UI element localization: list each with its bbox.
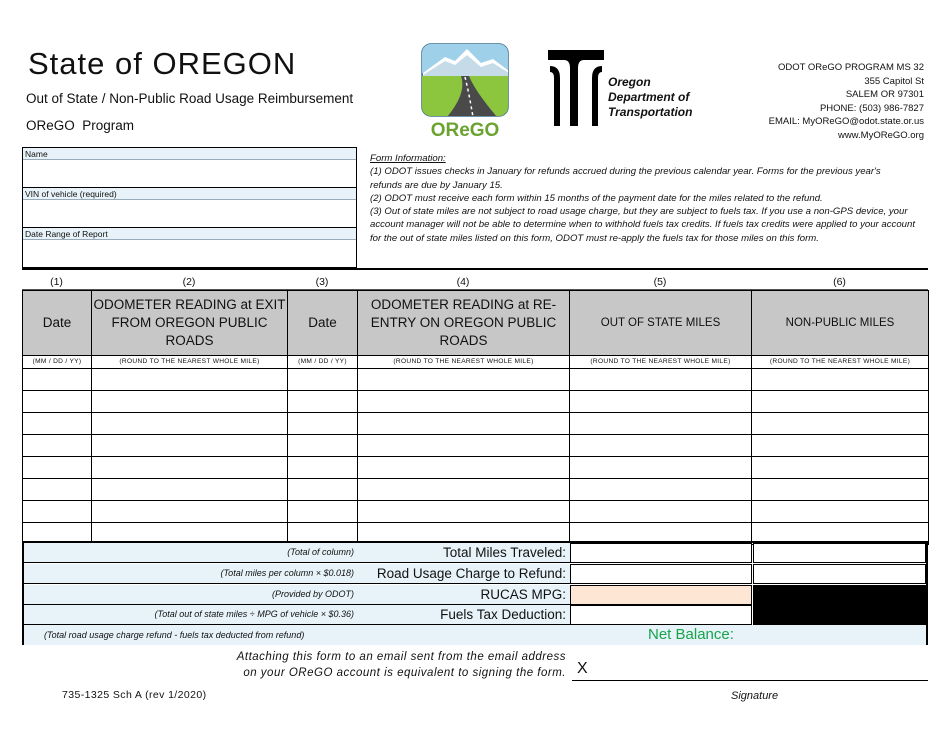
column-numbers: [22, 275, 928, 290]
exit-date-cell[interactable]: [23, 369, 92, 391]
unit-label: (MM / DD / YY): [23, 356, 92, 369]
header-non-public-miles: NON-PUBLIC MILES: [752, 291, 929, 356]
signature-label: Signature: [731, 690, 779, 702]
out-of-state-miles-cell[interactable]: [570, 501, 752, 523]
page-title: State of OREGON: [28, 46, 297, 81]
non-public-miles-cell[interactable]: [752, 479, 929, 501]
out-of-state-miles-cell[interactable]: [570, 457, 752, 479]
program-name: [26, 118, 134, 133]
non-public-miles-cell[interactable]: [752, 435, 929, 457]
summary-label: RUCAS MPG:: [480, 587, 566, 602]
entry-rows: [22, 368, 929, 545]
form-subtitle: Out of State / Non-Public Road Usage Reimbursement: [26, 91, 354, 106]
summary-row-fuels-tax: [24, 605, 926, 625]
net-balance-label: Net Balance:: [648, 626, 734, 643]
col-number: (3): [287, 275, 357, 289]
address-line: ODOT OReGO PROGRAM MS 32: [777, 62, 924, 73]
header-exit-date: Date: [23, 291, 92, 356]
non-public-miles-cell[interactable]: [752, 457, 929, 479]
table-header: [22, 290, 929, 356]
section-divider: [22, 268, 928, 270]
out-of-state-miles-cell[interactable]: [570, 413, 752, 435]
summary-row-rucas-mpg: [24, 585, 926, 605]
odot-text-line3: Transportation: [608, 105, 693, 119]
vin-field[interactable]: [23, 188, 356, 228]
table-row: [23, 501, 929, 523]
table-row: [23, 413, 929, 435]
exit-date-cell[interactable]: [23, 391, 92, 413]
reentry-date-cell[interactable]: [288, 435, 358, 457]
summary-note: (Total out of state miles ÷ MPG of vehicle × $0.36): [154, 609, 354, 619]
signature-line[interactable]: [572, 680, 928, 681]
date-range-label: Date Range of Report: [23, 228, 356, 240]
address-phone: PHONE: (503) 986-7827: [819, 102, 924, 114]
out-of-state-miles-cell[interactable]: [570, 391, 752, 413]
exit-date-cell[interactable]: [23, 457, 92, 479]
rucas-mpg-field[interactable]: [570, 585, 752, 605]
exit-odometer-cell[interactable]: [92, 413, 288, 435]
header-out-of-state-miles: OUT OF STATE MILES: [570, 291, 752, 356]
summary-section: [22, 541, 928, 645]
form-info-item: (2) ODOT must receive each form within 15 months of the payment date for the miles related to the refund.: [370, 192, 823, 204]
signature-notice-line: on your OReGO account is equivalent to signing the form.: [243, 667, 566, 679]
ruc-refund-out-of-state-field[interactable]: [570, 564, 752, 584]
out-of-state-miles-cell[interactable]: [570, 479, 752, 501]
name-label: Name: [23, 148, 356, 160]
header-reentry-odometer: ODOMETER READING at RE-ENTRY ON OREGON PUBLIC ROADS: [358, 291, 570, 356]
address-email[interactable]: EMAIL: MyOReGO@odot.state.or.us: [768, 116, 924, 127]
odot-logo: [546, 46, 706, 128]
summary-note: (Provided by ODOT): [271, 589, 354, 599]
program-suffix: Program: [82, 118, 135, 133]
signature-notice-line: Attaching this form to an email sent from the email address: [236, 651, 566, 663]
reentry-odometer-cell[interactable]: [358, 457, 570, 479]
summary-row-ruc-refund: [24, 564, 926, 584]
non-public-miles-cell[interactable]: [752, 501, 929, 523]
header-exit-odometer: ODOMETER READING at EXIT FROM OREGON PUBLIC ROADS: [92, 291, 288, 356]
summary-label: Road Usage Charge to Refund:: [376, 566, 566, 581]
table-row: [23, 457, 929, 479]
exit-odometer-cell[interactable]: [92, 479, 288, 501]
exit-date-cell[interactable]: [23, 435, 92, 457]
unit-label: (ROUND TO THE NEAREST WHOLE MILE): [570, 356, 752, 369]
form-number: 735-1325 Sch A (rev 1/2020): [62, 689, 207, 701]
ruc-refund-non-public-field[interactable]: [753, 564, 926, 584]
exit-odometer-cell[interactable]: [92, 457, 288, 479]
reentry-odometer-cell[interactable]: [358, 369, 570, 391]
non-public-miles-cell[interactable]: [752, 391, 929, 413]
form-info-item: (1) ODOT issues checks in January for refunds accrued during the previous calendar year. Forms for the previous year's refunds are due by January 15.: [370, 166, 881, 191]
orego-road-icon: [421, 43, 509, 139]
fuels-tax-field[interactable]: [570, 605, 752, 625]
table-row: [23, 391, 929, 413]
exit-odometer-cell[interactable]: [92, 369, 288, 391]
table-units: [22, 355, 929, 369]
name-field[interactable]: [23, 148, 356, 188]
net-balance-row: [24, 625, 926, 645]
net-balance-note: (Total road usage charge refund - fuels tax deducted from refund): [44, 630, 305, 640]
summary-note: (Total of column): [287, 547, 354, 557]
reentry-date-cell[interactable]: [288, 501, 358, 523]
unit-label: (ROUND TO THE NEAREST WHOLE MILE): [92, 356, 288, 369]
col-number: (4): [357, 275, 569, 289]
reentry-odometer-cell[interactable]: [358, 391, 570, 413]
contact-address: [769, 61, 924, 142]
orego-logo: [421, 43, 509, 139]
reentry-date-cell[interactable]: [288, 391, 358, 413]
reentry-date-cell[interactable]: [288, 413, 358, 435]
reentry-odometer-cell[interactable]: [358, 435, 570, 457]
vin-label: VIN of vehicle (required): [23, 188, 356, 200]
col-number: (1): [22, 275, 91, 289]
non-public-miles-cell[interactable]: [752, 413, 929, 435]
col-number: (5): [569, 275, 751, 289]
signature-mark: X: [577, 660, 588, 677]
col-number: (2): [91, 275, 287, 289]
exit-date-cell[interactable]: [23, 479, 92, 501]
form-information: [370, 152, 915, 245]
out-of-state-miles-cell[interactable]: [570, 435, 752, 457]
exit-date-cell[interactable]: [23, 501, 92, 523]
odot-text-line1: Oregon: [608, 75, 651, 89]
orego-logo-text: OReGO: [430, 120, 500, 139]
total-non-public-field[interactable]: [753, 543, 926, 563]
table-row: [23, 479, 929, 501]
header-reentry-date: Date: [288, 291, 358, 356]
signature-notice: [170, 649, 566, 681]
reentry-odometer-cell[interactable]: [358, 479, 570, 501]
unit-label: (MM / DD / YY): [288, 356, 358, 369]
non-public-miles-cell[interactable]: [752, 369, 929, 391]
address-line: 355 Capitol St: [864, 75, 924, 87]
total-out-of-state-field[interactable]: [570, 543, 752, 563]
odot-text-line2: Department of: [608, 90, 690, 104]
summary-label: Fuels Tax Deduction:: [440, 607, 566, 622]
odot-symbol-icon: [546, 46, 606, 128]
date-range-field[interactable]: [23, 228, 356, 268]
form-info-heading: Form Information:: [370, 153, 446, 164]
table-row: [23, 369, 929, 391]
reentry-date-cell[interactable]: [288, 369, 358, 391]
form-info-item: (3) Out of state miles are not subject to road usage charge, but they are subject to fuels tax. If you use a non-GPS device, your account manager will not be able to determine when to withhold fuels tax credits. If fuels tax credits were applied to your account for the out of state miles listed on this form, ODOT must re-apply the fuels tax for those miles on this form.: [370, 206, 916, 244]
summary-row-total-miles: [24, 543, 926, 563]
address-website[interactable]: www.MyOReGO.org: [837, 129, 924, 141]
reentry-date-cell[interactable]: [288, 479, 358, 501]
exit-odometer-cell[interactable]: [92, 501, 288, 523]
reentry-odometer-cell[interactable]: [358, 501, 570, 523]
address-line: SALEM OR 97301: [845, 89, 924, 100]
reentry-date-cell[interactable]: [288, 457, 358, 479]
exit-odometer-cell[interactable]: [92, 391, 288, 413]
exit-date-cell[interactable]: [23, 413, 92, 435]
col-number: (6): [751, 275, 928, 289]
summary-note: (Total miles per column × $0.018): [220, 568, 354, 578]
applicant-info-box: [22, 147, 357, 268]
out-of-state-miles-cell[interactable]: [570, 369, 752, 391]
unit-label: (ROUND TO THE NEAREST WHOLE MILE): [358, 356, 570, 369]
table-row: [23, 435, 929, 457]
exit-odometer-cell[interactable]: [92, 435, 288, 457]
program-prefix: OReGO: [26, 118, 75, 133]
unit-label: (ROUND TO THE NEAREST WHOLE MILE): [752, 356, 929, 369]
reentry-odometer-cell[interactable]: [358, 413, 570, 435]
summary-label: Total Miles Traveled:: [442, 545, 566, 560]
